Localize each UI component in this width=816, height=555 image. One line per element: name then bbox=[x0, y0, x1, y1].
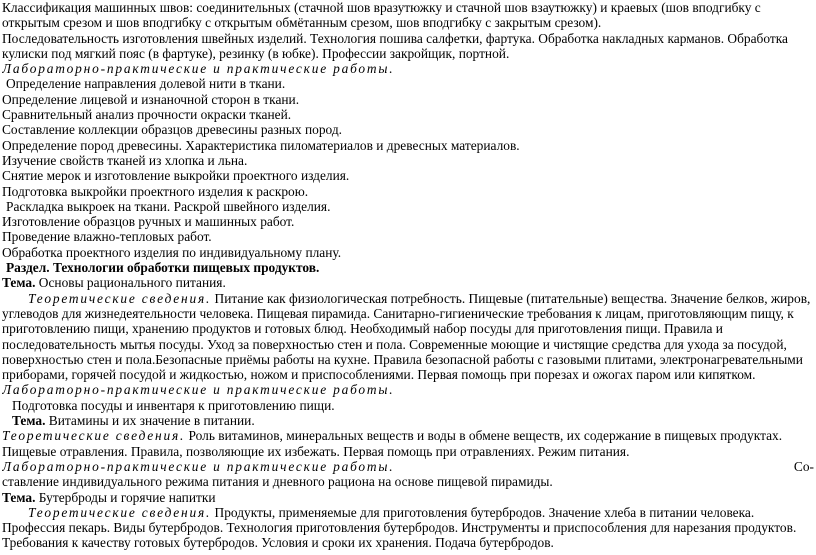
text-fragment: Со- bbox=[793, 458, 814, 474]
lab-works-heading: Лабораторно-практические и практические работы. bbox=[2, 382, 395, 398]
list-item: Подготовка выкройки проектного изделия к раскрою. bbox=[2, 183, 309, 199]
text-line: Классификация машинных швов: соединительных (стачной шов вразутюжку и стачной шов взаутюжку) и краевых (шов вподгибку с bbox=[2, 0, 761, 15]
text-line: ставление индивидуального режима питания и дневного рациона на основе пищевой пирамиды. bbox=[2, 474, 553, 490]
theory-line bbox=[2, 428, 814, 443]
text-line: Последовательность изготовления швейных изделий. Технология пошива салфетки, фартука. Обработка накладных карманов. Обработка bbox=[2, 30, 788, 46]
list-item: Составление коллекции образцов древесины разных пород. bbox=[2, 122, 342, 138]
text-line: кулиски под мягкий пояс (в фартуке), резинку (в юбке). Профессии закройщик, портной. bbox=[2, 45, 510, 61]
theory-line bbox=[2, 291, 814, 306]
theory-label: Теоретические сведения. bbox=[2, 428, 186, 444]
topic-label: Тема. bbox=[2, 275, 36, 291]
topic-title: Основы рационального питания. bbox=[35, 275, 226, 291]
text-line: последовательность мытья посуды. Уход за поверхностью стен и пола. Современные моющие и чистящие средства для ухода за посудой, bbox=[2, 336, 787, 352]
theory-line bbox=[2, 505, 814, 520]
lab-works-line bbox=[2, 459, 814, 474]
text-line: открытым срезом и шов вподгибку с открытым обмётанным срезом, шов вподгибку с закрытым срезом). bbox=[2, 15, 602, 31]
topic-title: Бутерброды и горячие напитки bbox=[35, 489, 216, 505]
theory-text: Роль витаминов, минеральных веществ и воды в обмене веществ, их содержание в пищевых продуктах. bbox=[185, 428, 783, 444]
list-item: Проведение влажно-тепловых работ. bbox=[2, 229, 212, 245]
list-item: Изготовление образцов ручных и машинных работ. bbox=[2, 214, 295, 230]
section-heading bbox=[2, 260, 814, 275]
list-item: Подготовка посуды и инвентаря к приготовлению пищи. bbox=[12, 397, 335, 413]
text-line: приборами, горячей посудой и жидкостью, ножом и приспособлениями. Первая помощь при порезах и ожогах паром или кипятком. bbox=[2, 367, 756, 383]
topic-line bbox=[2, 490, 814, 505]
text-line: Профессия пекарь. Виды бутербродов. Технология приготовления бутербродов. Инструменты и приспособления для нарезания продуктов. bbox=[2, 520, 797, 536]
text-line: углеводов для жизнедеятельности человека. Пищевая пирамида. Санитарно-гигиенические требования к лицам, приготовляющим пищу, к bbox=[2, 305, 794, 321]
list-item: Определение направления долевой нити в ткани. bbox=[6, 76, 286, 92]
list-item: Сравнительный анализ прочности окраски тканей. bbox=[2, 107, 292, 123]
topic-label: Тема. bbox=[12, 413, 46, 429]
lab-works-heading: Лабораторно-практические и практические работы. bbox=[2, 61, 395, 77]
theory-label: Теоретические сведения. bbox=[28, 504, 212, 520]
theory-label: Теоретические сведения. bbox=[28, 290, 212, 306]
topic-label: Тема. bbox=[2, 489, 36, 505]
list-item: Снятие мерок и изготовление выкройки проектного изделия. bbox=[2, 168, 350, 184]
text-line: приготовлению пищи, хранению продуктов и готовых блюд. Необходимый набор посуды для приготовления пищи. Правила и bbox=[2, 321, 723, 337]
list-item: Определение лицевой и изнаночной сторон в ткани. bbox=[2, 91, 300, 107]
list-item: Определение пород древесины. Характеристика пиломатериалов и древесных материалов. bbox=[2, 137, 520, 153]
section-heading-text: Раздел. Технологии обработки пищевых продуктов. bbox=[6, 260, 320, 276]
theory-text: Питание как физиологическая потребность. Пищевые (питательные) вещества. Значение белков, жиров, bbox=[211, 290, 811, 306]
theory-text: Продукты, применяемые для приготовления бутербродов. Значение хлеба в питании человека. bbox=[211, 504, 755, 520]
text-line: поверхностью стен и пола.Безопасные приёмы работы на кухне. Правила безопасной работы с газовыми плитами, электронагревательными bbox=[2, 351, 803, 367]
list-item: Раскладка выкроек на ткани. Раскрой швейного изделия. bbox=[6, 198, 331, 214]
topic-line bbox=[2, 275, 814, 290]
text-line: Пищевые отравления. Правила, позволяющие их избежать. Первая помощь при отравлениях. Режим питания. bbox=[2, 443, 630, 459]
text-line: Требования к качеству готовых бутербродов. Условия и сроки их хранения. Подача бутербродов. bbox=[2, 535, 554, 551]
lab-works-heading: Лабораторно-практические и практические работы. bbox=[2, 458, 395, 474]
topic-title: Витамины и их значение в питании. bbox=[45, 413, 255, 429]
list-item: Изучение свойств тканей из хлопка и льна. bbox=[2, 152, 248, 168]
topic-line bbox=[2, 413, 814, 428]
list-item: Обработка проектного изделия по индивидуальному плану. bbox=[2, 244, 342, 260]
